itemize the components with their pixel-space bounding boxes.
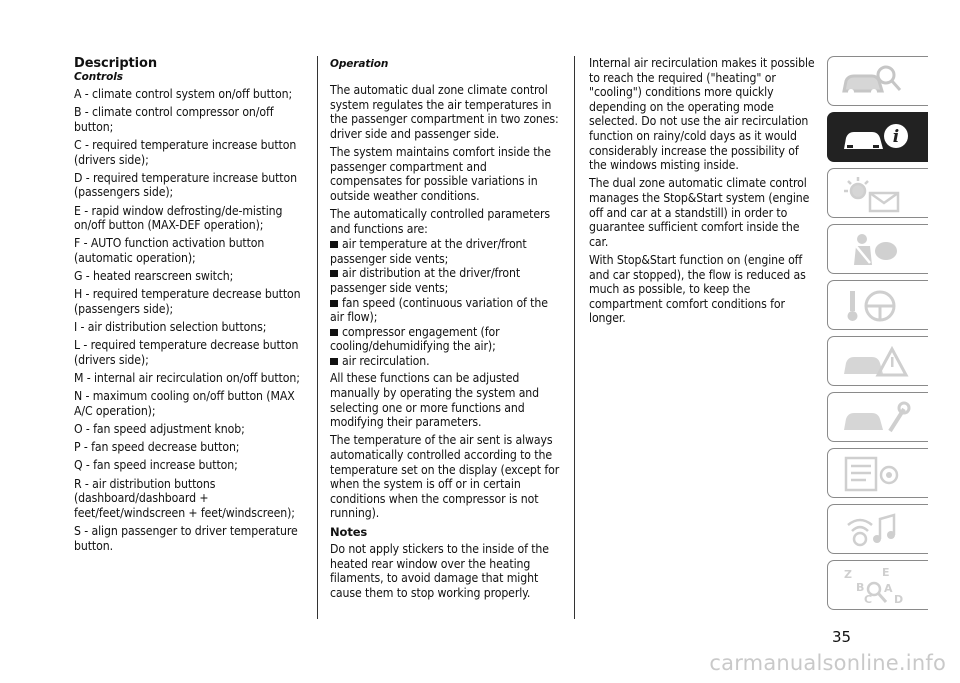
- square-bullet-icon: [330, 270, 338, 277]
- operation-paragraph: All these functions can be adjusted manually by operating the system and selecting one or more functions and modifying their parameters.: [330, 371, 540, 430]
- airbag-seatbelt-icon: [836, 229, 916, 271]
- controls-item: D - required temperature increase button (passengers side);: [74, 170, 297, 200]
- tab-safety[interactable]: [827, 224, 928, 274]
- body-paragraph: The dual zone automatic climate control manages the Stop&Start system (engine off and car at a standstill) in order to guarantee sufficient comfort inside the car.: [589, 176, 810, 249]
- controls-item: S - align passenger to driver temperature button.: [74, 523, 298, 553]
- controls-item: M - internal air recirculation on/off button;: [74, 371, 300, 386]
- subheading-notes: Notes: [330, 525, 368, 539]
- warning-light-message-icon: [836, 173, 916, 215]
- controls-item: B - climate control compressor on/off button;: [74, 105, 274, 134]
- tab-index[interactable]: [827, 560, 928, 610]
- car-search-icon: [836, 61, 916, 103]
- bullet-item: compressor engagement (for cooling/dehumidifying the air);: [330, 324, 500, 354]
- tab-multimedia[interactable]: [827, 504, 928, 554]
- column-divider-1: [317, 56, 318, 619]
- controls-item: Q - fan speed increase button;: [74, 458, 238, 473]
- tab-technical-data[interactable]: [827, 448, 928, 498]
- body-paragraph: With Stop&Start function on (engine off and car stopped), the flow is reduced as much as possible, to keep the compartment comfort conditions for longer.: [589, 252, 806, 326]
- car-info-icon: [836, 117, 916, 159]
- subheading-controls: Controls: [74, 71, 123, 83]
- tab-warning-lights[interactable]: [827, 168, 928, 218]
- car-wrench-icon: [836, 397, 916, 439]
- square-bullet-icon: [330, 329, 338, 336]
- bullet-item: fan speed (continuous variation of the air flow);: [330, 295, 548, 325]
- steering-wheel-key-icon: [836, 285, 916, 327]
- controls-item: R - air distribution buttons (dashboard/dashboard + feet/feet/windscreen + feet/windscreen);: [74, 476, 295, 520]
- controls-item: I - air distribution selection buttons;: [74, 320, 267, 335]
- controls-item: N - maximum cooling on/off button (MAX A/C operation);: [74, 389, 295, 418]
- svg-text:D: D: [894, 593, 904, 606]
- svg-text:Z: Z: [844, 568, 852, 581]
- tab-in-an-emergency[interactable]: [827, 336, 928, 386]
- section-heading-description: Description: [74, 56, 157, 71]
- operation-paragraph: The automatically controlled parameters and functions are:: [330, 206, 551, 236]
- square-bullet-icon: [330, 241, 338, 248]
- column-2: [330, 56, 562, 604]
- operation-paragraph: The automatic dual zone climate control system regulates the air temperatures in the passenger compartment in two zones: driver side and passenger side.: [330, 83, 559, 141]
- controls-list: [74, 87, 306, 553]
- tab-servicing-care[interactable]: [827, 392, 928, 442]
- column-divider-2: [574, 56, 575, 619]
- svg-text:E: E: [882, 566, 890, 579]
- technical-data-icon: [836, 453, 916, 495]
- controls-item: P - fan speed decrease button;: [74, 440, 240, 455]
- car-emergency-icon: [836, 341, 916, 383]
- operation-paragraph: The system maintains comfort inside the passenger compartment and compensates for possible variations in outside weather conditions.: [330, 144, 551, 203]
- watermark: carmanualsonline.info: [709, 651, 946, 675]
- multimedia-icon: [836, 509, 916, 551]
- bullet-item: air temperature at the driver/front passenger side vents;: [330, 237, 527, 266]
- tab-car-overview[interactable]: [827, 56, 928, 106]
- controls-item: A - climate control system on/off button;: [74, 87, 293, 101]
- svg-text:A: A: [884, 582, 893, 595]
- column-3: [589, 56, 817, 329]
- operation-paragraph: The temperature of the air sent is always automatically controlled according to the temperature set on the display (except for when the system is off or in certain conditions when the compressor is not running).: [330, 433, 560, 521]
- square-bullet-icon: [330, 300, 338, 307]
- controls-item: E - rapid window defrosting/de-misting on/off button (MAX-DEF operation);: [74, 203, 283, 233]
- controls-item: G - heated rearscreen switch;: [74, 269, 234, 284]
- bullet-item: air recirculation.: [330, 354, 562, 369]
- controls-item: H - required temperature decrease button (passengers side);: [74, 287, 301, 316]
- controls-item: C - required temperature increase button (drivers side);: [74, 137, 297, 167]
- column-1: [74, 56, 306, 557]
- tab-knowing-your-car[interactable]: [827, 112, 928, 162]
- svg-text:i: i: [892, 127, 900, 147]
- operation-bullet-list: [330, 237, 562, 368]
- controls-item: F - AUTO function activation button (automatic operation);: [74, 236, 265, 265]
- controls-item: L - required temperature decrease button (drivers side);: [74, 338, 299, 367]
- subheading-operation: Operation: [330, 58, 389, 70]
- bullet-item: air distribution at the driver/front passenger side vents;: [330, 266, 521, 295]
- notes-paragraph: Do not apply stickers to the inside of the heated rear window over the heating filaments, to avoid damage that might cause them to stop working properly.: [330, 542, 549, 600]
- alphabetical-index-icon: [836, 565, 916, 607]
- square-bullet-icon: [330, 358, 338, 365]
- svg-text:B: B: [856, 581, 865, 594]
- tab-starting-driving[interactable]: [827, 280, 928, 330]
- svg-text:C: C: [864, 593, 873, 606]
- body-paragraph: Internal air recirculation makes it possible to reach the required ("heating" or "cooling") conditions more quickly depending on the operating mode selected. Do not use the air recirculation function on rainy/cold days as it would considerably increase the possibility of the windows misting inside.: [589, 56, 815, 173]
- chapter-tabs: [827, 56, 928, 616]
- controls-item: O - fan speed adjustment knob;: [74, 422, 245, 436]
- page-number: 35: [832, 628, 852, 646]
